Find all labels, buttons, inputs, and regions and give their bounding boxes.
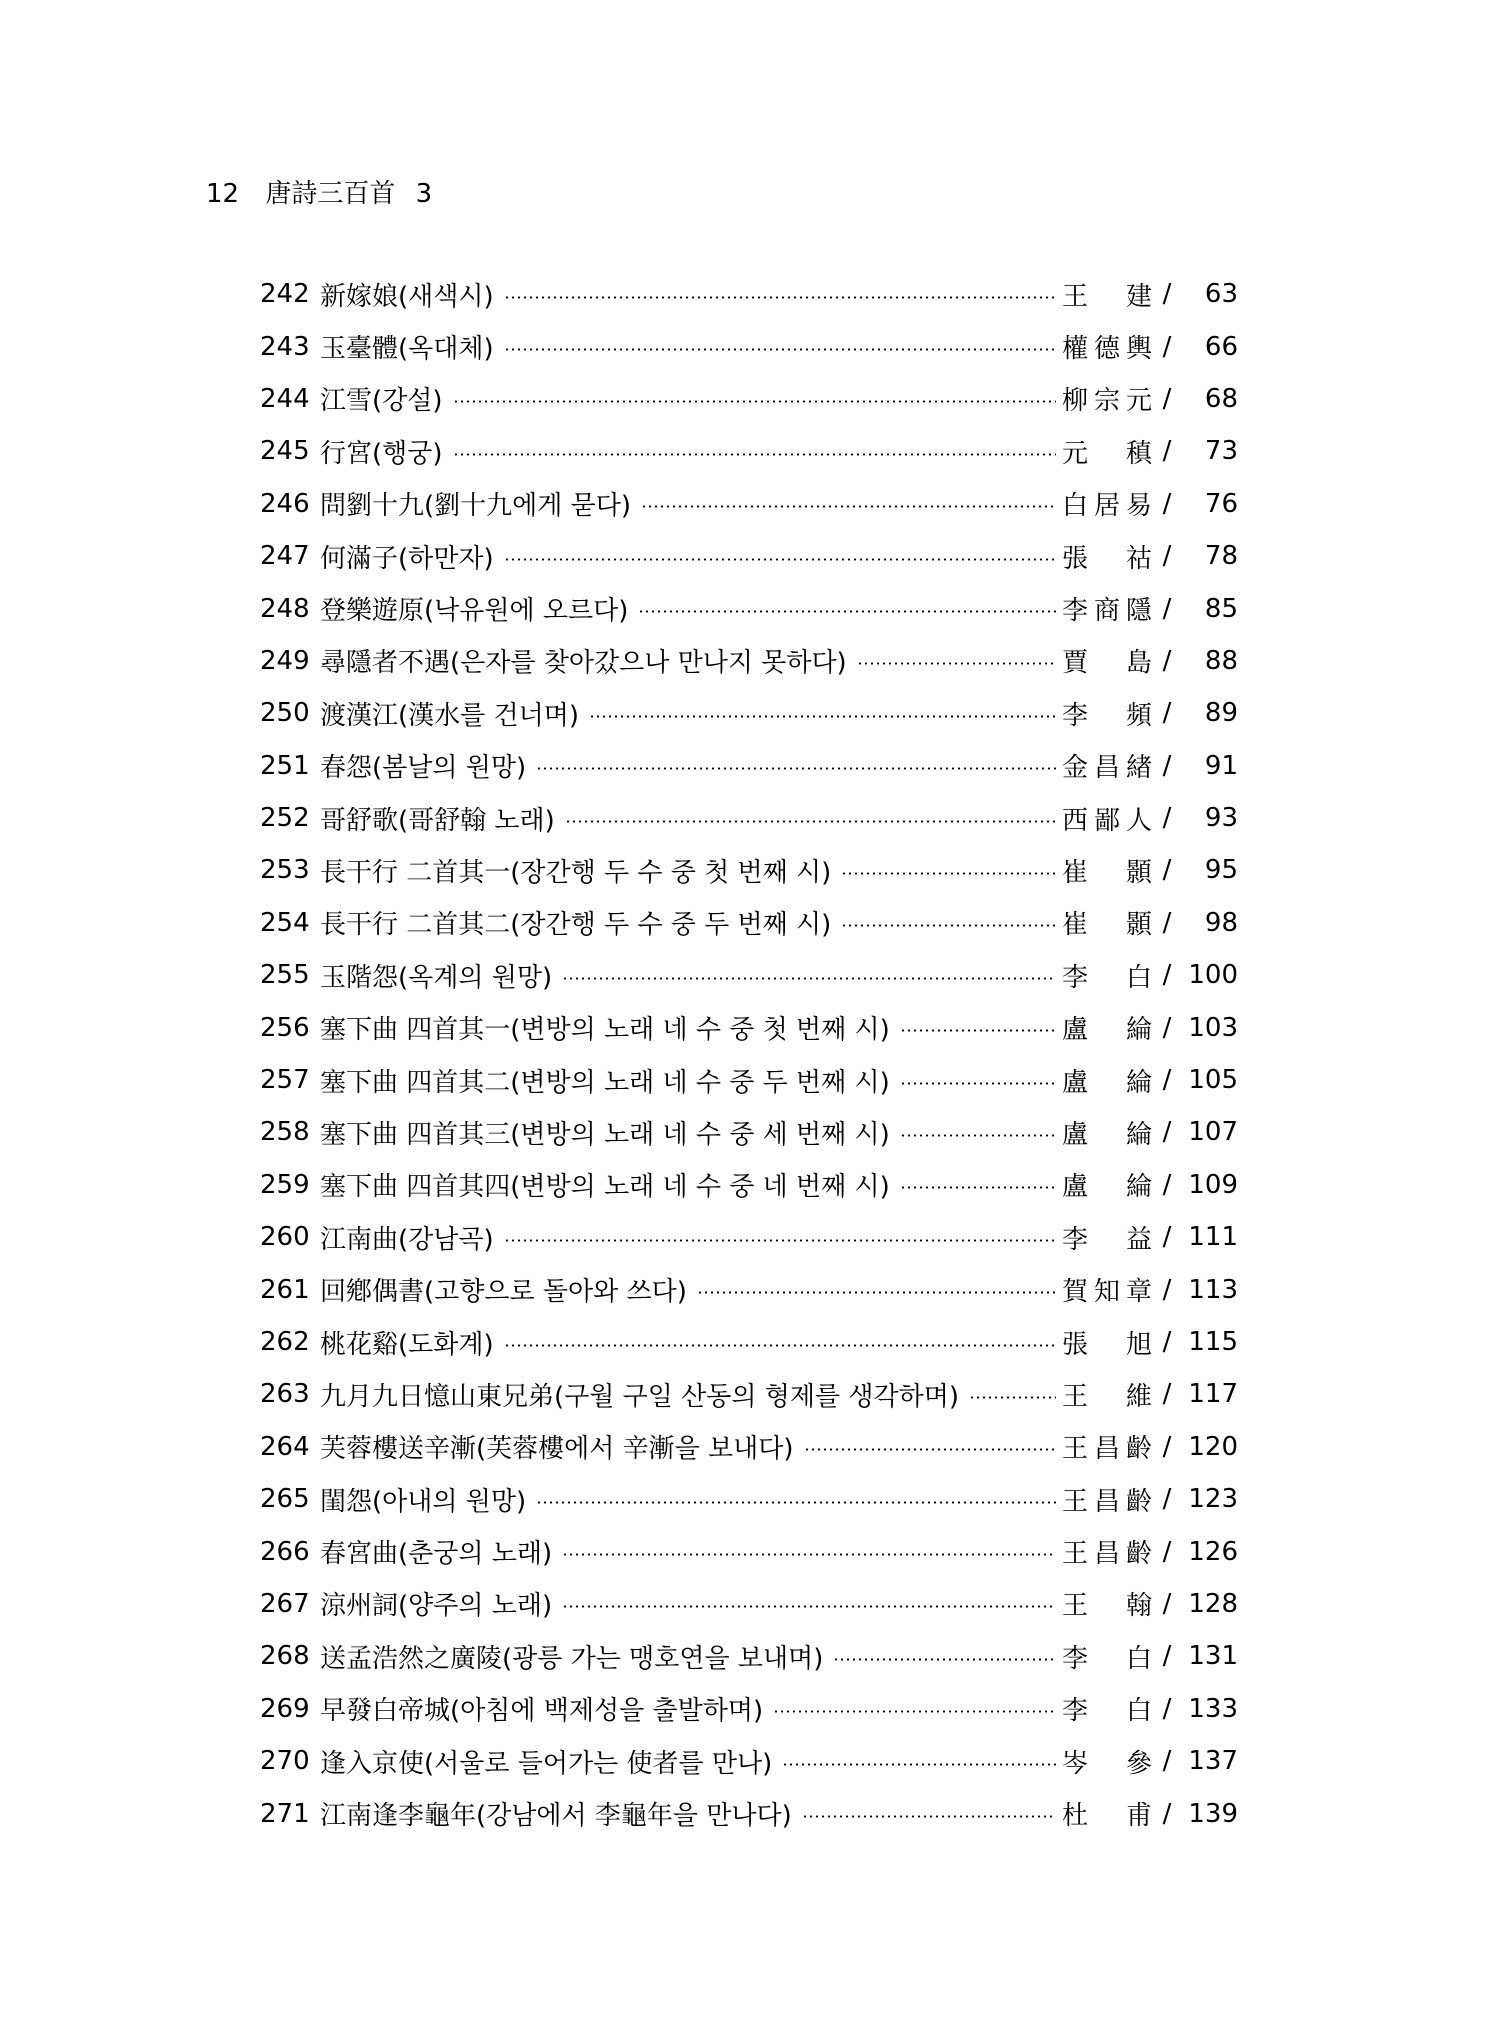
toc-entry (260, 1001, 1238, 1053)
entry-author: 金 昌 緖 (1062, 753, 1152, 784)
separator-slash: / (1162, 750, 1172, 781)
entry-title: 問劉十九(劉十九에게 묻다) (320, 491, 632, 522)
entry-author: 李 白 (1062, 1696, 1152, 1727)
toc-entry (260, 687, 1238, 739)
entry-title: 江南逢李龜年(강남에서 李龜年을 만나다) (320, 1801, 792, 1832)
separator-slash: / (1162, 1536, 1172, 1567)
toc-entry (260, 1054, 1238, 1106)
entry-page: 117 (1188, 1379, 1238, 1410)
dot-leader (565, 820, 1056, 823)
separator-slash: / (1162, 488, 1172, 519)
entry-number: 243 (260, 331, 310, 362)
dot-leader (900, 1029, 1056, 1032)
entry-number: 245 (260, 436, 310, 467)
entry-author: 王 維 (1062, 1381, 1152, 1412)
dot-leader (504, 1239, 1056, 1242)
separator-slash: / (1162, 1379, 1172, 1410)
toc-entry (260, 1106, 1238, 1158)
entry-page: 109 (1188, 1169, 1238, 1200)
entry-author: 權 德 輿 (1062, 334, 1152, 365)
dot-leader (504, 296, 1056, 299)
entry-title: 芙蓉樓送辛漸(芙蓉樓에서 辛漸을 보내다) (320, 1434, 794, 1465)
entry-number: 263 (260, 1379, 310, 1410)
entry-author: 李 商 隱 (1062, 596, 1152, 627)
entry-author: 元 稹 (1062, 438, 1152, 469)
toc-entry (260, 1473, 1238, 1525)
dot-leader (969, 1396, 1056, 1399)
entry-author: 王 建 (1062, 281, 1152, 312)
volume-number: 3 (415, 179, 433, 209)
table-of-contents (260, 268, 1238, 1840)
toc-entry (260, 1525, 1238, 1577)
entry-author: 李 白 (1062, 962, 1152, 993)
separator-slash: / (1162, 645, 1172, 676)
entry-title: 九月九日憶山東兄弟(구월 구일 산동의 형제를 생각하며) (320, 1381, 959, 1412)
dot-leader (773, 1710, 1056, 1713)
entry-title: 送孟浩然之廣陵(광릉 가는 맹호연을 보내며) (320, 1643, 824, 1674)
entry-author: 王 昌 齡 (1062, 1539, 1152, 1570)
entry-author: 盧 綸 (1062, 1015, 1152, 1046)
entry-title: 涼州詞(양주의 노래) (320, 1591, 553, 1622)
toc-entry (260, 1683, 1238, 1735)
entry-page: 76 (1204, 488, 1238, 519)
separator-slash: / (1162, 1693, 1172, 1724)
toc-entry (260, 1421, 1238, 1473)
entry-number: 250 (260, 698, 310, 729)
entry-title: 塞下曲 四首其二(변방의 노래 네 수 중 두 번째 시) (320, 1067, 890, 1098)
dot-leader (536, 767, 1056, 770)
separator-slash: / (1162, 331, 1172, 362)
dot-leader (536, 1501, 1056, 1504)
entry-page: 88 (1204, 645, 1238, 676)
entry-author: 賀 知 章 (1062, 1277, 1152, 1308)
toc-entry (260, 1316, 1238, 1368)
entry-author: 崔 顥 (1062, 857, 1152, 888)
entry-page: 68 (1204, 383, 1238, 414)
toc-entry (260, 1211, 1238, 1263)
separator-slash: / (1162, 1117, 1172, 1148)
entry-number: 265 (260, 1484, 310, 1515)
book-title: 唐詩三百首 (265, 179, 396, 209)
toc-entry (260, 425, 1238, 477)
entry-number: 251 (260, 750, 310, 781)
entry-title: 登樂遊原(낙유원에 오르다) (320, 596, 629, 627)
entry-page: 131 (1188, 1641, 1238, 1672)
entry-number: 257 (260, 1065, 310, 1096)
dot-leader (562, 1553, 1056, 1556)
entry-title: 春宮曲(춘궁의 노래) (320, 1539, 553, 1570)
dot-leader (453, 400, 1056, 403)
entry-author: 張 祜 (1062, 543, 1152, 574)
entry-page: 126 (1188, 1536, 1238, 1567)
entry-title: 塞下曲 四首其三(변방의 노래 네 수 중 세 번째 시) (320, 1119, 890, 1150)
entry-page: 63 (1204, 279, 1238, 310)
entry-page: 133 (1188, 1693, 1238, 1724)
entry-title: 行宮(행궁) (320, 438, 443, 469)
entry-page: 100 (1188, 960, 1238, 991)
dot-leader (641, 505, 1056, 508)
separator-slash: / (1162, 803, 1172, 834)
separator-slash: / (1162, 1641, 1172, 1672)
entry-number: 252 (260, 803, 310, 834)
entry-number: 262 (260, 1327, 310, 1357)
entry-page: 120 (1188, 1431, 1238, 1462)
dot-leader (504, 348, 1056, 351)
dot-leader (782, 1763, 1056, 1766)
entry-page: 78 (1204, 541, 1238, 572)
separator-slash: / (1162, 1065, 1172, 1096)
entry-number: 244 (260, 383, 310, 414)
dot-leader (638, 610, 1056, 613)
separator-slash: / (1162, 1588, 1172, 1619)
entry-title: 江雪(강설) (320, 386, 443, 417)
toc-entry (260, 635, 1238, 687)
entry-title: 哥舒歌(哥舒翰 노래) (320, 805, 555, 836)
entry-number: 249 (260, 645, 310, 676)
toc-entry (260, 949, 1238, 1001)
entry-number: 246 (260, 488, 310, 519)
entry-author: 李 益 (1062, 1224, 1152, 1255)
entry-title: 長干行 二首其二(장간행 두 수 중 두 번째 시) (320, 910, 832, 941)
dot-leader (900, 1082, 1056, 1085)
running-header (206, 176, 432, 212)
entry-author: 盧 綸 (1062, 1172, 1152, 1203)
entry-page: 98 (1204, 907, 1238, 938)
toc-entry (260, 1263, 1238, 1315)
entry-number: 260 (260, 1222, 310, 1253)
entry-number: 269 (260, 1693, 310, 1724)
separator-slash: / (1162, 698, 1172, 729)
entry-title: 何滿子(하만자) (320, 543, 494, 574)
dot-leader (841, 924, 1056, 927)
toc-entry (260, 530, 1238, 582)
entry-page: 139 (1188, 1798, 1238, 1829)
toc-entry (260, 844, 1238, 896)
entry-page: 137 (1188, 1746, 1238, 1777)
entry-number: 256 (260, 1012, 310, 1043)
entry-author: 王 昌 齡 (1062, 1486, 1152, 1517)
separator-slash: / (1162, 1274, 1172, 1305)
dot-leader (833, 1658, 1056, 1661)
dot-leader (504, 558, 1056, 561)
entry-page: 105 (1188, 1065, 1238, 1096)
toc-entry (260, 1735, 1238, 1787)
entry-page: 111 (1188, 1222, 1238, 1253)
entry-title: 春怨(봄날의 원망) (320, 753, 527, 784)
separator-slash: / (1162, 1431, 1172, 1462)
toc-entry (260, 1630, 1238, 1682)
entry-author: 柳 宗 元 (1062, 386, 1152, 417)
entry-number: 261 (260, 1274, 310, 1305)
entry-number: 267 (260, 1588, 310, 1619)
entry-author: 賈 島 (1062, 648, 1152, 679)
entry-title: 塞下曲 四首其一(변방의 노래 네 수 중 첫 번째 시) (320, 1015, 890, 1046)
toc-entry (260, 1159, 1238, 1211)
entry-number: 264 (260, 1431, 310, 1462)
dot-leader (562, 1605, 1056, 1608)
dot-leader (802, 1815, 1056, 1818)
entry-title: 尋隱者不遇(은자를 찾아갔으나 만나지 못하다) (320, 648, 847, 679)
separator-slash: / (1162, 541, 1172, 572)
entry-title: 江南曲(강남곡) (320, 1224, 494, 1255)
page-number: 12 (206, 179, 240, 209)
separator-slash: / (1162, 907, 1172, 938)
separator-slash: / (1162, 1169, 1172, 1200)
entry-title: 閨怨(아내의 원망) (320, 1486, 527, 1517)
entry-number: 266 (260, 1536, 310, 1567)
separator-slash: / (1162, 279, 1172, 310)
entry-page: 93 (1204, 803, 1238, 834)
entry-page: 85 (1204, 593, 1238, 624)
entry-title: 渡漢江(漢水를 건너며) (320, 700, 580, 731)
entry-author: 王 翰 (1062, 1591, 1152, 1622)
entry-author: 王 昌 齡 (1062, 1434, 1152, 1465)
dot-leader (804, 1448, 1056, 1451)
entry-author: 盧 綸 (1062, 1119, 1152, 1150)
dot-leader (589, 715, 1056, 718)
separator-slash: / (1162, 436, 1172, 467)
dot-leader (857, 662, 1056, 665)
entry-page: 115 (1188, 1327, 1238, 1357)
entry-page: 73 (1204, 436, 1238, 467)
entry-number: 254 (260, 907, 310, 938)
entry-page: 66 (1204, 331, 1238, 362)
separator-slash: / (1162, 1746, 1172, 1777)
entry-author: 張 旭 (1062, 1329, 1152, 1360)
dot-leader (562, 977, 1056, 980)
separator-slash: / (1162, 855, 1172, 886)
entry-title: 桃花谿(도화계) (320, 1329, 494, 1360)
separator-slash: / (1162, 383, 1172, 414)
entry-page: 103 (1188, 1012, 1238, 1043)
entry-title: 新嫁娘(새색시) (320, 281, 494, 312)
entry-title: 逢入京使(서울로 들어가는 使者를 만나) (320, 1748, 773, 1779)
entry-author: 李 白 (1062, 1643, 1152, 1674)
entry-page: 95 (1204, 855, 1238, 886)
entry-number: 255 (260, 960, 310, 991)
separator-slash: / (1162, 1798, 1172, 1829)
entry-author: 白 居 易 (1062, 491, 1152, 522)
entry-page: 128 (1188, 1588, 1238, 1619)
entry-page: 107 (1188, 1117, 1238, 1148)
toc-entry (260, 478, 1238, 530)
toc-entry (260, 373, 1238, 425)
entry-author: 西 鄙 人 (1062, 805, 1152, 836)
entry-page: 91 (1204, 750, 1238, 781)
entry-title: 塞下曲 四首其四(변방의 노래 네 수 중 네 번째 시) (320, 1172, 890, 1203)
dot-leader (453, 453, 1056, 456)
separator-slash: / (1162, 1012, 1172, 1043)
separator-slash: / (1162, 1484, 1172, 1515)
toc-entry (260, 792, 1238, 844)
entry-author: 岑 參 (1062, 1748, 1152, 1779)
entry-author: 崔 顥 (1062, 910, 1152, 941)
entry-author: 杜 甫 (1062, 1801, 1152, 1832)
entry-number: 258 (260, 1117, 310, 1148)
entry-number: 248 (260, 593, 310, 624)
separator-slash: / (1162, 960, 1172, 991)
entry-page: 113 (1188, 1274, 1238, 1305)
dot-leader (504, 1344, 1056, 1347)
entry-page: 89 (1204, 698, 1238, 729)
entry-title: 玉臺體(옥대체) (320, 334, 494, 365)
toc-entry (260, 740, 1238, 792)
separator-slash: / (1162, 593, 1172, 624)
entry-title: 長干行 二首其一(장간행 두 수 중 첫 번째 시) (320, 857, 832, 888)
dot-leader (900, 1186, 1056, 1189)
entry-title: 玉階怨(옥계의 원망) (320, 962, 553, 993)
toc-entry (260, 1787, 1238, 1839)
entry-number: 268 (260, 1641, 310, 1672)
entry-author: 李 頻 (1062, 700, 1152, 731)
entry-number: 253 (260, 855, 310, 886)
entry-number: 259 (260, 1169, 310, 1200)
toc-entry (260, 1578, 1238, 1630)
separator-slash: / (1162, 1327, 1172, 1357)
entry-number: 247 (260, 541, 310, 572)
toc-entry (260, 1368, 1238, 1420)
toc-entry (260, 268, 1238, 320)
entry-number: 271 (260, 1798, 310, 1829)
entry-title: 回鄕偶書(고향으로 돌아와 쓰다) (320, 1277, 687, 1308)
toc-entry (260, 897, 1238, 949)
entry-number: 270 (260, 1746, 310, 1777)
entry-author: 盧 綸 (1062, 1067, 1152, 1098)
separator-slash: / (1162, 1222, 1172, 1253)
entry-title: 早發白帝城(아침에 백제성을 출발하며) (320, 1696, 764, 1727)
toc-entry (260, 582, 1238, 634)
dot-leader (697, 1291, 1056, 1294)
toc-entry (260, 320, 1238, 372)
dot-leader (841, 872, 1056, 875)
entry-page: 123 (1188, 1484, 1238, 1515)
entry-number: 242 (260, 279, 310, 310)
dot-leader (900, 1134, 1056, 1137)
